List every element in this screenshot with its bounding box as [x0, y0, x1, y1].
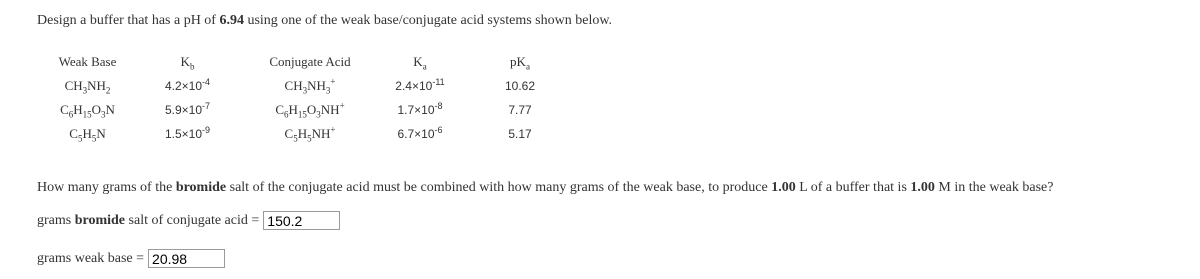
weak-base-table: [45, 50, 575, 146]
kb-value: $5.9\times 10^{-7}$: [164, 101, 211, 117]
concentration-value: 1.00: [910, 180, 935, 195]
pka-value: 7.77: [508, 103, 532, 117]
kb-value: $1.5\times 10^{-9}$: [164, 125, 211, 141]
question-intro-suffix: using one of the weak base/conjugate acid systems shown below.: [243, 13, 613, 28]
conjugate-acid-formula: $C_6H_{15}O_3NH^+$: [275, 100, 345, 120]
volume-value: 1.00: [771, 180, 796, 195]
salt-grams-input[interactable]: [263, 211, 340, 230]
base-grams-label: grams weak base =: [37, 250, 145, 266]
header-ka: $K_a$: [413, 54, 427, 72]
question-intro-prefix: Design a buffer that has a pH of: [37, 13, 220, 28]
table-row: [45, 122, 575, 146]
question-intro: [37, 13, 612, 29]
question-text: How many grams of the bromide salt of the conjugate acid must be combined with how many grams of the weak base, to produce 1.00 L of a buffer that is 1.00 M in the weak base?: [37, 180, 1054, 195]
conjugate-acid-formula: $C_5H_5NH^+$: [284, 124, 336, 144]
weak-base-formula: $CH_3NH_2$: [64, 78, 111, 96]
weak-base-formula: $C_5H_5N$: [69, 126, 106, 144]
answer-row-base: [37, 249, 225, 268]
ka-value: $2.4\times 10^{-11}$: [395, 77, 445, 93]
ka-value: $6.7\times 10^{-6}$: [397, 125, 443, 141]
table-row: [45, 74, 575, 98]
header-pka: $pK_a$: [510, 54, 530, 72]
header-kb: $K_b$: [180, 54, 195, 72]
table-header-row: [45, 50, 575, 74]
weak-base-formula: $C_6H_{15}O_3N$: [60, 102, 115, 120]
table-row: [45, 98, 575, 122]
header-weak-base: Weak Base: [58, 54, 117, 69]
header-conjugate-acid: Conjugate Acid: [269, 54, 351, 69]
answer-row-salt: [37, 211, 340, 230]
kb-value: $4.2\times 10^{-4}$: [164, 77, 211, 93]
pka-value: 10.62: [504, 79, 536, 93]
salt-grams-label: grams bromide salt of conjugate acid =: [37, 212, 260, 228]
bromide-emphasis: bromide: [175, 180, 227, 195]
conjugate-acid-formula: $CH_3NH_3^+$: [284, 76, 336, 96]
base-grams-input[interactable]: [148, 249, 225, 268]
pka-value: 5.17: [508, 127, 532, 141]
ka-value: $1.7\times 10^{-8}$: [397, 101, 443, 117]
target-ph-value: 6.94: [219, 13, 244, 28]
